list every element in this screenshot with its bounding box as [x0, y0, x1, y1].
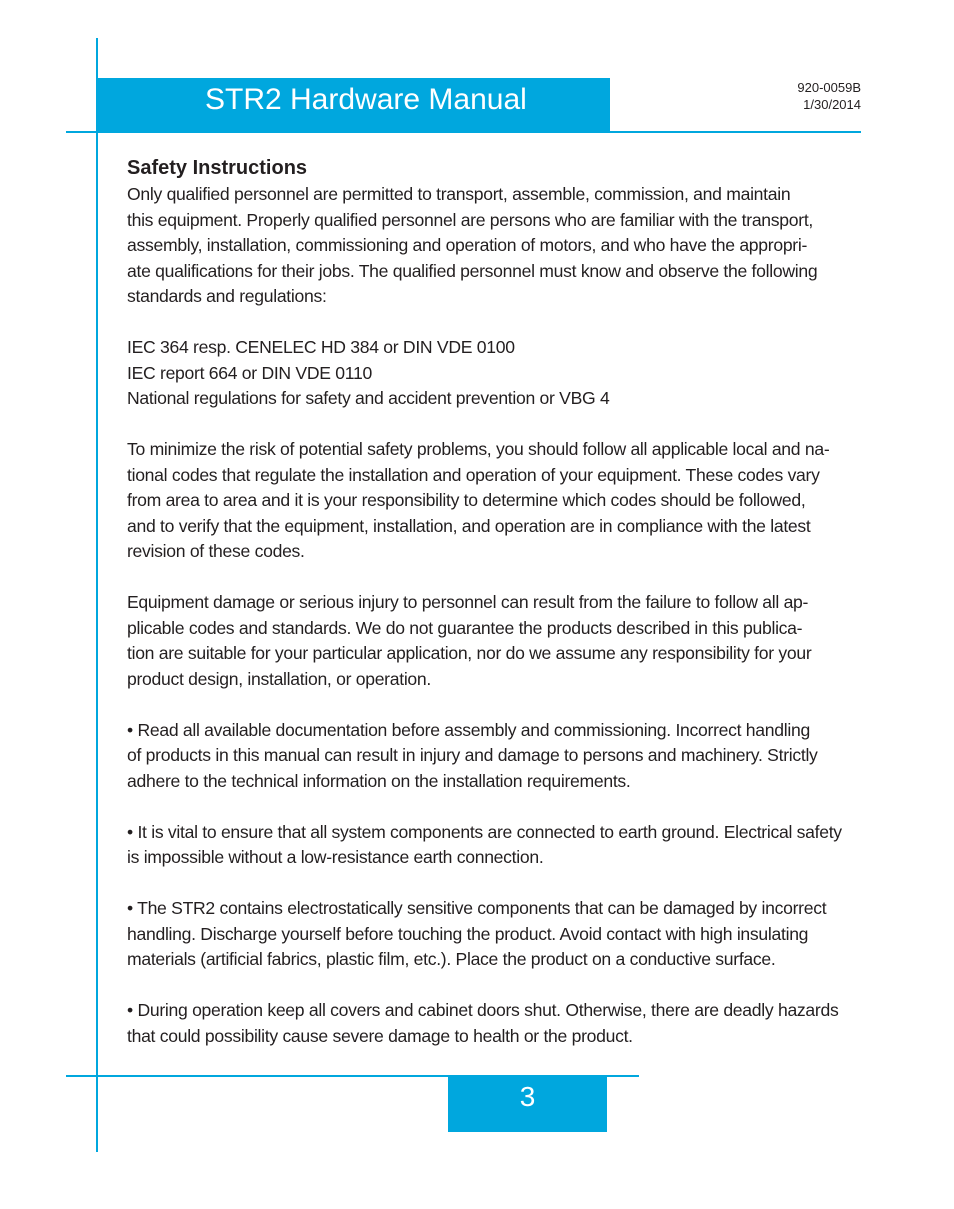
paragraph-line: from area to area and it is your responsibility to determine which codes should be followed,	[127, 490, 806, 510]
paragraph-line: standards and regulations:	[127, 286, 327, 306]
paragraph-line: assembly, installation, commissioning and operation of motors, and who have the appropri-	[127, 235, 808, 255]
paragraph-line: • Read all available documentation before assembly and commissioning. Incorrect handling	[127, 719, 810, 740]
paragraph-line: revision of these codes.	[127, 541, 305, 561]
paragraph-line: • During operation keep all covers and cabinet doors shut. Otherwise, there are deadly hazards	[127, 1000, 839, 1020]
paragraph	[127, 437, 867, 565]
main-content	[127, 155, 867, 1075]
document-info	[797, 79, 861, 113]
section-heading: Safety Instructions	[127, 157, 308, 179]
paragraph-line: product design, installation, or operation.	[127, 668, 431, 689]
paragraph-line: this equipment. Properly qualified personnel are persons who are familiar with the transport,	[127, 209, 813, 230]
left-vertical-rule	[96, 38, 98, 1152]
document-date: 1/30/2014	[803, 97, 861, 112]
paragraph-line: materials (artificial fabrics, plastic film, etc.). Place the product on a conductive surface.	[127, 949, 776, 969]
paragraph-line: IEC 364 resp. CENELEC HD 384 or DIN VDE 0100	[127, 337, 515, 357]
paragraph-line: adhere to the technical information on the installation requirements.	[127, 770, 631, 791]
manual-title-banner	[98, 78, 610, 132]
paragraph	[127, 335, 867, 412]
page-number-box	[448, 1077, 607, 1132]
paragraph	[127, 896, 867, 973]
paragraph	[127, 182, 867, 310]
document-number: 920-0059B	[797, 80, 861, 95]
paragraph-line: • The STR2 contains electrostatically sensitive components that can be damaged by incorrect	[127, 898, 827, 918]
paragraph-line: Equipment damage or serious injury to personnel can result from the failure to follow all ap-	[127, 592, 809, 612]
paragraph-line: handling. Discharge yourself before touching the product. Avoid contact with high insulating	[127, 923, 809, 944]
paragraph-line: and to verify that the equipment, installation, and operation are in compliance with the latest	[127, 515, 811, 536]
paragraph	[127, 590, 867, 692]
paragraph	[127, 998, 867, 1049]
paragraph-line: is impossible without a low-resistance earth connection.	[127, 847, 544, 867]
paragraph	[127, 820, 867, 871]
paragraph-line: tion are suitable for your particular application, nor do we assume any responsibility for your	[127, 643, 812, 663]
paragraph-line: tional codes that regulate the installation and operation of your equipment. These codes vary	[127, 464, 820, 485]
paragraph-line: of products in this manual can result in injury and damage to persons and machinery. Strictly	[127, 745, 818, 765]
paragraph-line: ate qualifications for their jobs. The qualified personnel must know and observe the following	[127, 260, 818, 281]
paragraph-line: IEC report 664 or DIN VDE 0110	[127, 362, 372, 383]
paragraph-line: National regulations for safety and accident prevention or VBG 4	[127, 388, 610, 408]
page-number: 3	[519, 1081, 536, 1112]
paragraph-line: • It is vital to ensure that all system components are connected to earth ground. Electrical safety	[127, 821, 842, 842]
manual-title: STR2 Hardware Manual	[205, 83, 527, 116]
paragraph-line: To minimize the risk of potential safety problems, you should follow all applicable local and na-	[127, 439, 830, 459]
paragraph-line: Only qualified personnel are permitted to transport, assemble, commission, and maintain	[127, 184, 791, 204]
paragraph-line: plicable codes and standards. We do not guarantee the products described in this publica-	[127, 617, 803, 638]
section-body	[127, 182, 867, 1049]
paragraph	[127, 718, 867, 795]
paragraph-line: that could possibility cause severe damage to health or the product.	[127, 1025, 633, 1046]
